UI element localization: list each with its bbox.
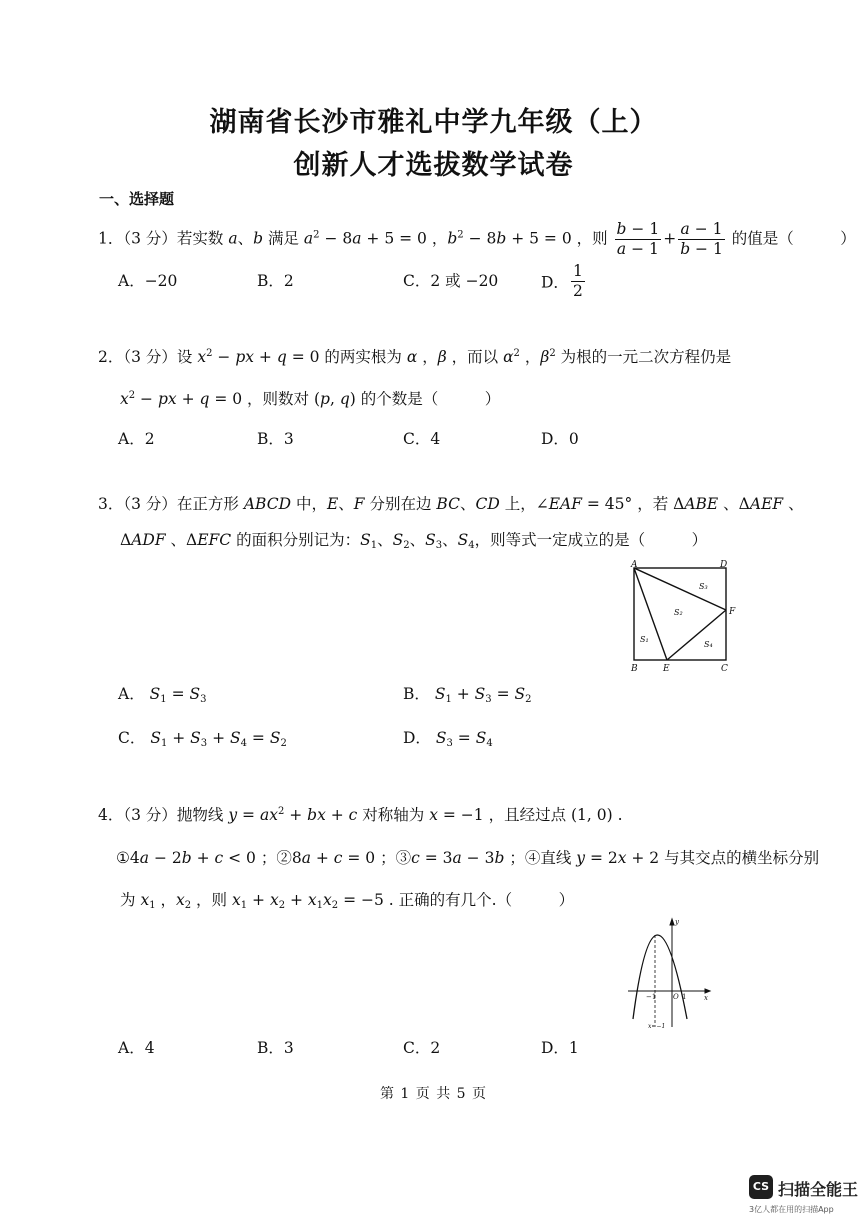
q1-option-c: C．2 或 −20 (403, 272, 499, 290)
parabola-curve (633, 935, 687, 1019)
q3-option-a: A． $S_1 = S_3$ (118, 685, 207, 705)
title-line-1: 湖南省长沙市雅礼中学九年级（上） (209, 107, 658, 138)
question-3-cont: ΔADF 、ΔEFC 的面积分别记为：$S_1$、$S_2$、$S_3$、$S_4$，则等式一定成立的是（ ） (120, 531, 708, 551)
y-axis-label: y (675, 918, 679, 926)
q4-option-b: B．3 (257, 1039, 294, 1057)
region-label-s3: S₃ (699, 582, 708, 591)
question-4: 4．（3 分）抛物线 $y = ax^2$ + bx + c 对称轴为 x = −1 ，且经过点 (1, 0) . (98, 806, 623, 824)
q3-option-c-letter: C． (118, 729, 146, 747)
vertex-label-d: D (720, 560, 728, 570)
question-3-number: 3．（3 分） (98, 495, 177, 513)
question-4-cont: 为 $x_1$ ，$x_2$ ，则 $x_1 + x_2 + x_1x_2 = -5$ . 正确的有几个.（ ） (120, 891, 575, 911)
question-2-number: 2．（3 分） (98, 348, 177, 366)
origin-label: O (673, 993, 679, 1001)
fraction-1: $\frac{b - 1}{a - 1}$ (616, 220, 660, 258)
tick-label-1: 1 (682, 993, 687, 1001)
x-axis-arrow (705, 989, 710, 993)
q3-option-b-letter: B． (403, 685, 430, 703)
q2-option-c: C．4 (403, 430, 441, 448)
parabola-graph (622, 915, 717, 1030)
q2-option-b: B．3 (257, 430, 294, 448)
vertex-label-c: C (721, 664, 728, 674)
page-footer: 第 1 页 共 5 页 (379, 1086, 488, 1102)
vertex-label-f: F (729, 607, 736, 617)
question-4-statements: ①4a − 2b + c < 0 ；②8a + c = 0 ；③c = 3a − 3b ；④直线 y = 2x + 2 与其交点的横坐标分别 (116, 849, 820, 867)
camscanner-logo-icon: CS (749, 1175, 773, 1199)
question-2-cont: $x^2$ − px + q = 0 ，则数对 (p, q) 的个数是（ ） (120, 390, 501, 408)
vertex-label-a: A (631, 560, 638, 570)
segment-ef (667, 610, 726, 660)
region-label-s2: S₂ (674, 608, 683, 617)
region-label-s4: S₄ (704, 640, 713, 649)
q1-option-d-label: D． (541, 273, 569, 292)
symmetry-axis-label: x=−1 (648, 1023, 666, 1030)
fraction-2: $\frac{a - 1}{b - 1}$ (680, 220, 723, 258)
q3-option-d: D． $S_3 = S_4$ (403, 729, 493, 749)
q4-option-d: D．1 (541, 1039, 579, 1057)
y-axis-arrow (670, 919, 674, 925)
q4-option-a: A．4 (118, 1039, 155, 1057)
title-line-2: 创新人才选拔数学试卷 (293, 150, 574, 181)
q4-option-c: C．2 (403, 1039, 441, 1057)
vertex-label-b: B (631, 664, 638, 674)
q2-option-a: A．2 (118, 430, 155, 448)
square-figure (625, 558, 740, 675)
section-heading: 一、选择题 (99, 190, 175, 208)
q1-option-b: B．2 (257, 272, 294, 290)
segment-ae (634, 568, 667, 660)
question-1: 1．（3 分）若实数 a、b 满足 $a^2 - 8a + 5 = 0$ ，$b^2 - 8b + 5 = 0$ ，则 $\frac{b - 1}{a - 1}$ + $\frac{a - 1}{b - 1}$ 的值是（ ） (98, 220, 856, 258)
question-4-number: 4．（3 分） (98, 806, 177, 824)
q3-option-b: B． $S_1 + S_3 = S_2$ (403, 685, 532, 705)
segment-af (634, 568, 726, 610)
question-3: 3．（3 分）在正方形 ABCD 中，E、F 分别在边 BC、CD 上，∠EAF = 45° ，若 ΔABE 、ΔAEF 、 (98, 495, 804, 513)
tick-label-neg-1: −1 (646, 993, 657, 1001)
question-1-number: 1．（3 分） (98, 229, 177, 248)
q1-option-d: D． $\frac{1}{2}$ (541, 262, 583, 300)
vertex-label-e: E (663, 664, 670, 674)
watermark-tagline: 3亿人都在用的扫描App (749, 1205, 834, 1214)
q1-option-a: A．−20 (118, 272, 178, 290)
x-axis-label: x (704, 994, 708, 1002)
q3-option-c: C． $S_1 + S_3 + S_4 = S_2$ (118, 729, 287, 749)
q2-option-d: D．0 (541, 430, 579, 448)
region-label-s1: S₁ (640, 635, 649, 644)
q3-option-d-letter: D． (403, 729, 431, 747)
watermark-name: 扫描全能王 (778, 1180, 859, 1199)
question-2: 2．（3 分）设 $x^2$ − px + q = 0 的两实根为 α ，β ，而以 $\alpha^2$ ，$\beta^2$ 为根的一元二次方程仍是 (98, 348, 732, 366)
q3-option-a-letter: A． (118, 685, 145, 703)
